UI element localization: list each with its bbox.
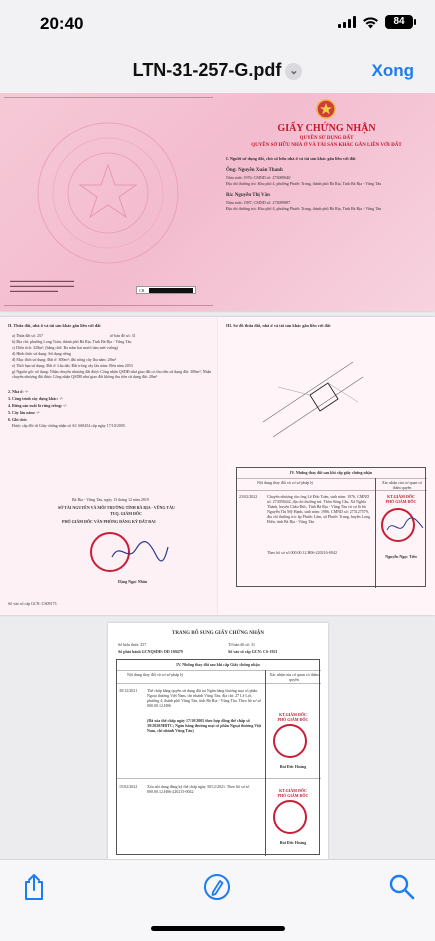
supplement-heading: IV. Những thay đổi sau khi cấp Giấy chứng nhận xyxy=(176,662,260,667)
land-section-heading: II. Thửa đất, nhà ở và tài sản khác gắn liền với đất xyxy=(8,323,101,328)
status-time: 20:40 xyxy=(40,14,84,33)
search-icon xyxy=(387,872,417,902)
pdf-viewer[interactable] xyxy=(0,93,435,859)
entry-1-date: 30/12/2021 xyxy=(119,688,138,693)
land-use-form: d) Hình thức sử dụng: Sử dụng riêng xyxy=(12,351,71,356)
owner-1-address: Địa chỉ thường trú: Khu phố 4, phường Phước Trung, thành phố Bà Rịa, Tỉnh Bà Rịa - Vũng Tàu xyxy=(226,181,382,186)
parcel-diagram xyxy=(258,347,378,447)
share-button[interactable] xyxy=(19,872,49,902)
change-date: 23/02/2022 xyxy=(239,494,258,499)
owner-2-address: Địa chỉ thường trú: Khu phố 4, phường Phước Trung, thành phố Bà Rịa, Tỉnh Bà Rịa - Vũng Tàu xyxy=(226,206,382,211)
change-stamp-title-2: PHÓ GIÁM ĐỐC xyxy=(385,499,417,504)
status-icons xyxy=(338,15,413,29)
note-text: Được cấp đổi từ Giấy chứng nhận số AC 668454 cấp ngày 17/10/2005. xyxy=(12,423,126,428)
left-cover-panel xyxy=(0,93,217,311)
right-cover-panel xyxy=(218,93,435,311)
supplement-parcel: Số hiệu thửa: 257 xyxy=(118,642,147,647)
forest-info: 4. Rừng sản xuất là rừng trồng: -/- xyxy=(8,403,67,408)
cellular-signal-icon xyxy=(338,16,356,28)
land-map-heading: III. Sơ đồ thửa đất, nhà ở và tài sản khác gắn liền với đất xyxy=(226,323,331,328)
deputy-title: PHÓ GIÁM ĐỐC VĂN PHÒNG ĐĂNG KÝ ĐẤT ĐAI xyxy=(62,519,156,524)
land-area: c) Diện tích: 328m², (bằng chữ: Ba trăm hai mươi tám mét vuông) xyxy=(12,345,118,350)
changes-col-content: Nội dung thay đổi và cơ sở pháp lý xyxy=(257,480,314,485)
supplement-table xyxy=(116,659,320,855)
chevron-down-icon: ⌄ xyxy=(285,63,302,80)
entry-2-seal xyxy=(273,800,307,834)
register-number: Số vào sổ cấp GCN: CS09173 xyxy=(8,601,57,606)
home-indicator[interactable] xyxy=(151,926,285,931)
owner-2-name: Bà: Nguyễn Thị Vân xyxy=(226,193,270,198)
house-info: 2. Nhà ở: -/- xyxy=(8,389,29,394)
perennial-info: 5. Cây lâu năm: -/- xyxy=(8,410,40,415)
change-signature xyxy=(385,516,425,536)
search-button[interactable] xyxy=(387,872,417,902)
entry-1-signer: Bùi Đức Hoàng xyxy=(279,764,307,769)
owner-1-name: Ông: Nguyễn Xuân Thanh xyxy=(226,168,283,173)
pdf-page-2[interactable] xyxy=(0,317,435,615)
left-signer-name: Đặng Ngọc Nhân xyxy=(118,579,148,584)
cover-footnote: ▬▬▬▬▬▬▬▬▬▬▬▬▬▬▬▬ ▬▬▬▬▬▬▬▬▬▬▬▬▬▬▬▬ ▬▬▬▬▬▬▬▬▬▬▬▬ xyxy=(10,278,74,293)
supplement-book-no: Số vào sổ cấp GCN: CS-1921 xyxy=(228,649,278,654)
status-bar xyxy=(0,0,435,50)
owner-1-info: Năm sinh: 1976; CMND số: 273089640 xyxy=(226,175,291,180)
state-emblem-icon xyxy=(316,99,336,119)
supplement-title: TRANG BỔ SUNG GIẤY CHỨNG NHẬN xyxy=(172,631,264,636)
land-address: b) Địa chỉ: phường Long Toàn, thành phố Bà Rịa, Tỉnh Bà Rịa - Vũng Tàu xyxy=(12,339,132,344)
entry-1-stamp-title: KT.GIÁM ĐỐC xyxy=(279,712,307,717)
serial-box xyxy=(136,286,196,294)
entry-1-stamp-title-2: PHÓ GIÁM ĐỐC xyxy=(277,717,309,722)
changes-col-confirm: Xác nhận của cơ quan có thẩm quyền xyxy=(381,480,423,490)
change-content: Chuyển nhượng cho ông Lê Đức Toàn, sinh năm: 1976, CMND số: 273058442, địa chỉ thường trú: Thôn Sông Cầu, Xã Nghĩa Thành, huyện Châu Đức, Tỉnh Bà Rịa - Vũng Tàu và vợ là bà Nguyễn Thị Mỹ Hạnh, sinh năm: 1986, CMND số: 273127579, địa chỉ thường trú: ấp Phước Lâm, xã Phước Trung, huyện Long Điền, tỉnh Bà Rịa - Vũng Tàu xyxy=(267,494,370,524)
land-origin: g) Nguồn gốc sử dụng: Nhận chuyển nhượng đất được Công nhận QSDĐ như giao đất có thu tiền sử dụng đất: 300m²; Nhận chuyển nhượng đất được Công nhận QSDĐ như giao đất không thu tiền sử dụng đất: 28m² xyxy=(12,369,212,379)
signature-scribble xyxy=(110,539,170,564)
changes-table xyxy=(236,467,426,587)
nav-bar xyxy=(0,50,435,92)
land-details-panel xyxy=(0,317,217,615)
entry-2-stamp-title: KT.GIÁM ĐỐC xyxy=(279,788,307,793)
land-parcel-number: a) Thửa đất số: 257 xyxy=(12,333,43,338)
entry-1-text: Thế chấp bằng quyền sử dụng đất tại Ngân hàng thương mại cổ phần Ngoại thương Việt Nam, chi nhánh Vũng Tàu; địa chỉ: 27 Lê Lợi, phường 4, thành phố Vũng Tàu, tỉnh Bà Rịa - Vũng Tàu. Theo hồ sơ số 000.00.12.H06 xyxy=(147,688,262,708)
markup-button[interactable] xyxy=(202,872,232,902)
redacted-serial xyxy=(149,288,193,293)
entry-2-date: 15/02/2022 xyxy=(119,784,138,789)
pdf-page-1[interactable] xyxy=(0,93,435,311)
certificate-subtitle-2: QUYỀN SỞ HỮU NHÀ Ở VÀ TÀI SẢN KHÁC GẮN LIỀN VỚI ĐẤT xyxy=(251,143,402,148)
entry-2-text: Xóa nội dung đăng ký thế chấp ngày 30/12/2021. Theo hồ sơ số 000.00.12.H06-220215-0042 xyxy=(147,784,250,794)
entry-2-signer: Bùi Đức Hoàng xyxy=(279,840,307,845)
owner-section-heading: I. Người sử dụng đất, chủ sở hữu nhà ở và tài sản khác gắn liền với đất xyxy=(226,156,356,161)
battery-icon: 84 xyxy=(385,15,413,29)
serial-prefix: CR xyxy=(139,288,145,293)
share-icon xyxy=(19,872,49,902)
issue-place-date: Bà Rịa - Vũng Tàu, ngày 13 tháng 12 năm 2019 xyxy=(72,497,149,502)
supplement-col-confirm: Xác nhận của cơ quan có thẩm quyền xyxy=(269,672,319,682)
owner-2-info: Năm sinh: 1987; CMND số: 273089887 xyxy=(226,200,291,205)
change-reference: Theo hồ sơ số 000.00.12.H06-220216-0042 xyxy=(267,550,337,555)
document-title-button[interactable] xyxy=(0,60,435,81)
done-button[interactable]: Xong xyxy=(371,61,414,80)
pdf-page-3[interactable] xyxy=(108,623,328,859)
land-use-purpose: đ) Mục đích sử dụng: Đất ở: 300m²; đất trồng cây lâu năm: 28m² xyxy=(12,357,116,362)
entry-1-seal xyxy=(273,724,307,758)
supplement-col-content: Nội dung thay đổi và cơ sở pháp lý xyxy=(127,672,184,677)
certificate-subtitle-1: QUYỀN SỬ DỤNG ĐẤT xyxy=(299,136,354,141)
supplement-cert-no: Số phát hành GCNQSDĐ: DD 169479 xyxy=(118,649,183,654)
land-map-sheet: tờ bản đồ số: 31 xyxy=(110,333,136,338)
issuing-authority-tuq: TUQ. GIÁM ĐỐC xyxy=(110,511,142,516)
construction-info: 3. Công trình xây dựng khác: -/- xyxy=(8,396,63,401)
note-heading: 6. Ghi chú: xyxy=(8,417,28,422)
markup-icon xyxy=(202,872,232,902)
supplement-map: Tờ bản đồ số: 31 xyxy=(228,642,256,647)
certificate-title: GIẤY CHỨNG NHẬN xyxy=(277,123,376,134)
wifi-icon xyxy=(362,16,379,29)
land-map-panel xyxy=(218,317,435,615)
change-signer: Nguyễn Ngọc Tiến xyxy=(385,554,417,559)
change-stamp-title: KT.GIÁM ĐỐC xyxy=(387,494,415,499)
land-use-term: e) Thời hạn sử dụng: Đất ở: Lâu dài; Đất trồng cây lâu năm: Đến năm 2053 xyxy=(12,363,133,368)
entry-1-release-note: (Đã xóa thế chấp ngày 17/10/2005 theo hợp đồng thế chấp số 39/2020/HĐTC; Ngân hàng thương mại cổ phần Ngoại thương Việt Nam, chi nhánh Vũng Tàu) xyxy=(147,718,262,733)
document-title: LTN-31-257-G.pdf xyxy=(132,60,282,80)
issuing-authority: SỞ TÀI NGUYÊN VÀ MÔI TRƯỜNG TỈNH BÀ RỊA - VŨNG TÀU xyxy=(58,505,175,510)
entry-2-stamp-title-2: PHÓ GIÁM ĐỐC xyxy=(277,793,309,798)
changes-heading: IV. Những thay đổi sau khi cấp giấy chứng nhận xyxy=(289,470,373,475)
